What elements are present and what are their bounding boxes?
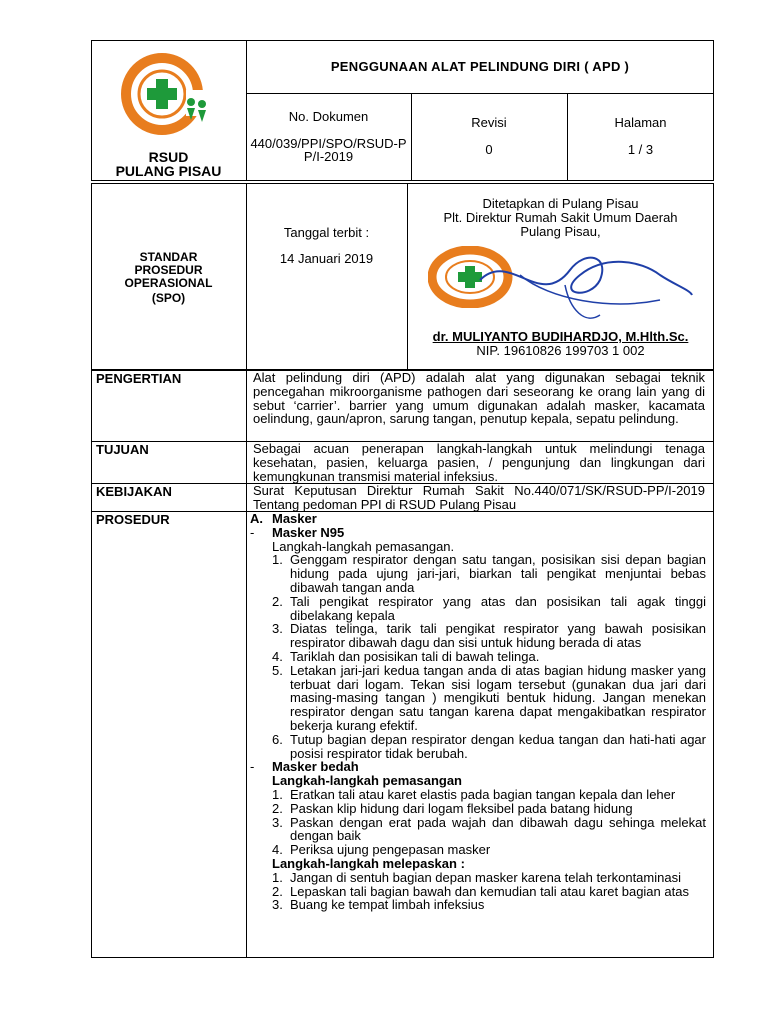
issued-date: 14 Januari 2019 xyxy=(279,251,374,266)
issued-label: Tanggal terbit : xyxy=(283,225,370,240)
spo-label-line2: PROSEDUR xyxy=(134,263,203,277)
list-item-number: 5. xyxy=(272,662,283,678)
list-item-number: 3. xyxy=(272,814,283,830)
list-item xyxy=(272,622,706,650)
prosedur-heading-a: A. Masker xyxy=(250,511,317,526)
list-item xyxy=(272,788,706,802)
list-item xyxy=(272,816,706,844)
section-text-kebijakan: Surat Keputusan Direktur Rumah Sakit No.440/071/SK/RSUD-PP/I-2019 Tentang pedoman PPI di RSUD Pulang Pisau xyxy=(253,483,705,512)
list-item xyxy=(272,802,706,816)
approval-line3: Pulang Pisau, xyxy=(520,224,601,239)
list-item-number: 4. xyxy=(272,648,283,664)
hospital-logo xyxy=(118,50,212,136)
list-item xyxy=(272,595,706,623)
list-item-number: 1. xyxy=(272,869,283,885)
n95-intro: Langkah-langkah pemasangan. xyxy=(272,538,455,554)
list-item-number: 3. xyxy=(272,897,283,913)
list-item-text: Eratkan tali atau karet elastis pada bagian tangan kepala dan leher xyxy=(290,786,676,802)
list-item-text: Jangan di sentuh bagian depan masker karena telah terkontaminasi xyxy=(290,869,681,885)
list-item xyxy=(272,885,706,899)
prosedur-content xyxy=(250,512,706,912)
list-item-number: 2. xyxy=(272,593,283,609)
spo-label-line3: OPERASIONAL xyxy=(124,276,213,290)
list-item xyxy=(272,871,706,885)
page-value: 1 / 3 xyxy=(627,142,654,157)
list-item-number: 6. xyxy=(272,731,283,747)
hospital-name-line2: PULANG PISAU xyxy=(115,163,222,179)
list-item-number: 2. xyxy=(272,883,283,899)
spo-label-line1: STANDAR xyxy=(139,250,198,264)
bedah-lepas-title: Langkah-langkah melepaskan : xyxy=(272,855,465,871)
hospital-name-line1: RSUD xyxy=(148,149,189,165)
list-item-text: Lepaskan tali bagian bawah dan kemudian tali atau karet bagian atas xyxy=(290,883,689,899)
subheading-n95: - Masker N95 xyxy=(250,524,345,540)
bedah-pasang-list xyxy=(250,788,706,857)
revision-value: 0 xyxy=(485,142,493,157)
list-item-number: 4. xyxy=(272,842,283,858)
subheading-masker-bedah: - Masker bedah xyxy=(250,759,359,775)
list-item-number: 1. xyxy=(272,786,283,802)
revision-label: Revisi xyxy=(471,115,507,130)
list-item xyxy=(272,553,706,594)
list-item-number: 1. xyxy=(272,552,283,568)
section-text-tujuan: Sebagai acuan penerapan langkah-langkah untuk melindungi tenaga kesehatan, pasien, keluarga pasien, / pengunjung dan lingkungan dari kemungkunan transmisi material infeksius. xyxy=(253,441,705,484)
list-item xyxy=(272,898,706,912)
list-item xyxy=(272,664,706,733)
doc-number-value: 440/039/PPI/SPO/RSUD-PP/I-2019 xyxy=(250,136,407,164)
section-label-pengertian: PENGERTIAN xyxy=(96,371,182,386)
list-item xyxy=(272,843,706,857)
section-text-pengertian: Alat pelindung diri (APD) adalah alat yang digunakan sebagai teknik pencegahan mikroorganisme pathogen dari seseorang ke orang lain yang di sebut ‘carrier’. barrier yang umum digunakan adalah masker, kacamata oelindung, gaun/apron, sarung tangan, penutup kepala, sepatu pelindung. xyxy=(253,370,705,427)
signature-image xyxy=(460,240,700,330)
page-label: Halaman xyxy=(614,115,667,130)
list-item-text: Paskan dengan erat pada wajah dan dibawah dagu sehinga melekat dengan baik xyxy=(290,814,706,844)
doc-number-label: No. Dokumen xyxy=(288,109,369,124)
list-item-text: Paskan klip hidung dari logam fleksibel pada batang hidung xyxy=(290,800,633,816)
list-item-text: Diatas telinga, tarik tali pengikat respirator yang bawah posisikan respirator dibawah dagu dan sisi untuk hidung berada di atas xyxy=(290,621,706,651)
document-title: PENGGUNAAN ALAT PELINDUNG DIRI ( APD ) xyxy=(330,59,630,74)
signer-name: dr. MULIYANTO BUDIHARDJO, M.Hlth.Sc. xyxy=(432,329,689,344)
list-item-text: Buang ke tempat limbah infeksius xyxy=(290,897,485,913)
list-item-text: Tutup bagian depan respirator dengan kedua tangan dan hati-hati agar posisi respirator tidak berubah. xyxy=(290,731,706,761)
section-label-tujuan: TUJUAN xyxy=(96,442,149,457)
approval-line1: Ditetapkan di Pulang Pisau xyxy=(482,196,639,211)
spo-label-line4: (SPO) xyxy=(151,291,186,305)
list-item-text: Letakan jari-jari kedua tangan anda di atas bagian hidung masker yang terbuat dari logam. Tekan sisi logam tersebut (gunakan dua jari dari masing-masing tangan ) mengikuti bentuk hidung. Jangan menekan respirator dengan satu tangan karena dapat mengakibatkan respirator bekerja kurang efektif. xyxy=(290,662,706,733)
list-item-text: Tali pengikat respirator yang atas dan posisikan tali agak tinggi dibelakang kepala xyxy=(290,593,706,623)
n95-steps-list xyxy=(250,553,706,760)
list-item xyxy=(272,733,706,761)
list-item-text: Periksa ujung pengepasan masker xyxy=(290,842,491,858)
section-label-prosedur: PROSEDUR xyxy=(96,512,170,527)
list-item-text: Tariklah dan posisikan tali di bawah telinga. xyxy=(290,648,540,664)
section-label-kebijakan: KEBIJAKAN xyxy=(96,484,172,499)
signer-nip: NIP. 19610826 199703 1 002 xyxy=(476,343,645,358)
list-item-number: 3. xyxy=(272,621,283,637)
list-item-text: Genggam respirator dengan satu tangan, posisikan sisi depan bagian hidung pada ujung jari-jari, biarkan tali pengikat menjuntai bebas dibawah tangan anda xyxy=(290,552,706,595)
list-item-number: 2. xyxy=(272,800,283,816)
bedah-pasang-title: Langkah-langkah pemasangan xyxy=(272,773,462,789)
approval-line2: Plt. Direktur Rumah Sakit Umum Daerah xyxy=(443,210,678,225)
list-item xyxy=(272,650,706,664)
bedah-lepas-list xyxy=(250,871,706,912)
